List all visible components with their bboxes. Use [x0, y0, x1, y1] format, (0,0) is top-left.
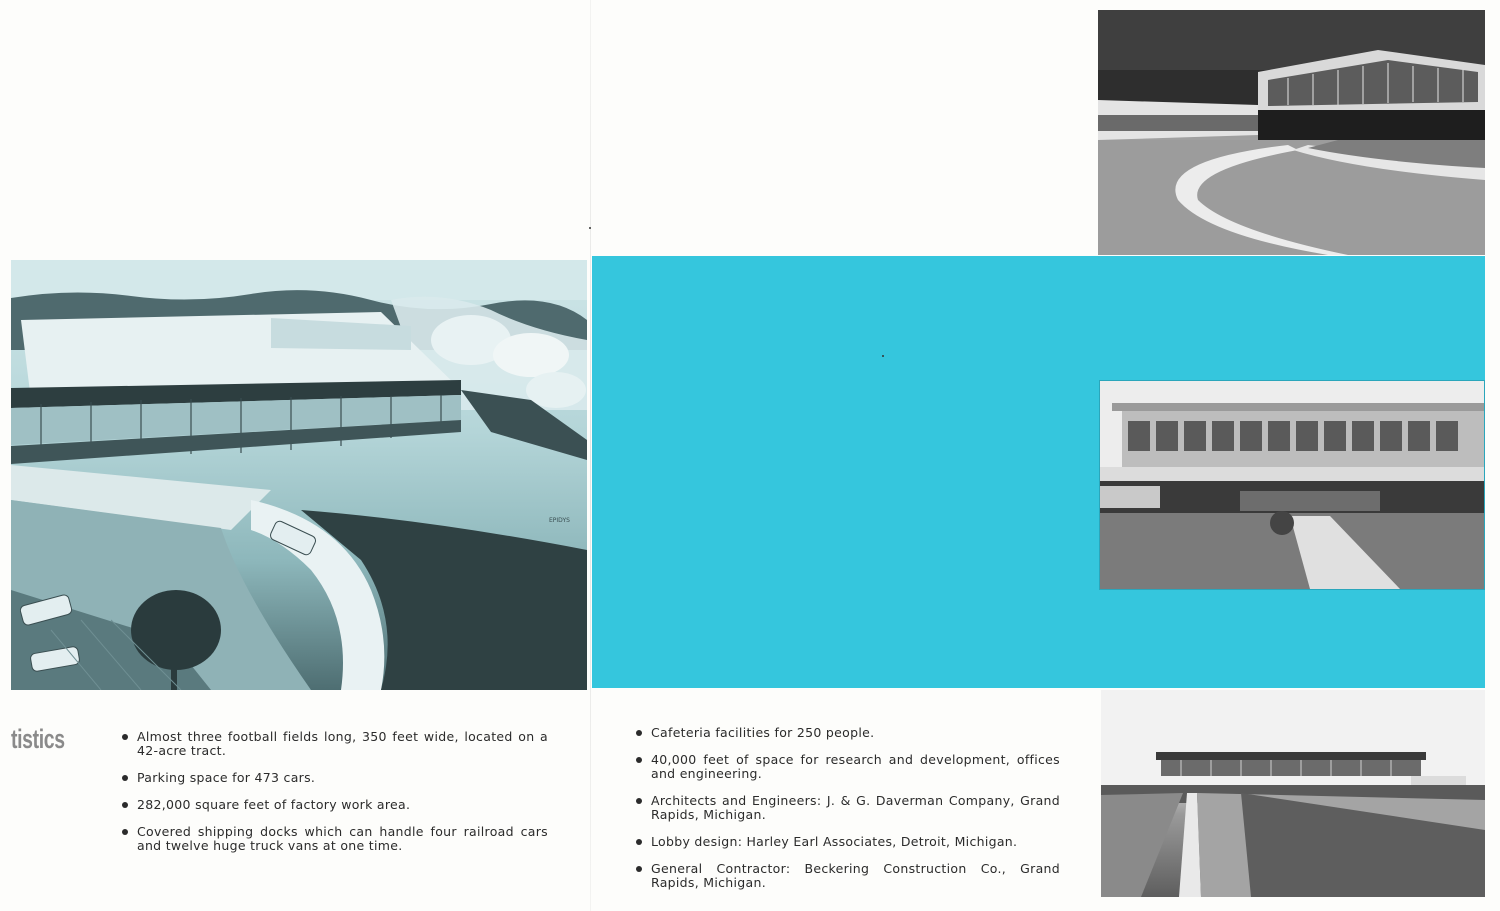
- building-photo-middle: [1099, 380, 1485, 590]
- list-item: 282,000 square feet of factory work area.: [120, 798, 548, 812]
- left-bullet-list: [120, 730, 548, 866]
- list-item: Almost three football fields long, 350 feet wide, located on a 42-acre tract.: [120, 730, 548, 758]
- rendering-signature: EPIDYS: [549, 517, 570, 524]
- list-item: Covered shipping docks which can handle four railroad cars and twelve huge truck vans at one time.: [120, 825, 548, 853]
- right-bullet-list: [634, 726, 1060, 903]
- page-fold: [590, 0, 591, 911]
- building-photo-top: [1098, 10, 1485, 255]
- list-item: General Contractor: Beckering Construction Co., Grand Rapids, Michigan.: [634, 862, 1060, 890]
- list-item: Architects and Engineers: J. & G. Daverman Company, Grand Rapids, Michigan.: [634, 794, 1060, 822]
- print-speck: [882, 355, 884, 357]
- building-rendering-image: [11, 260, 587, 690]
- section-heading-fragment: tistics: [11, 724, 65, 754]
- print-speck: [589, 227, 591, 229]
- building-photo-bottom: [1101, 690, 1485, 897]
- list-item: Parking space for 473 cars.: [120, 771, 548, 785]
- list-item: Cafeteria facilities for 250 people.: [634, 726, 1060, 740]
- list-item: Lobby design: Harley Earl Associates, Detroit, Michigan.: [634, 835, 1060, 849]
- list-item: 40,000 feet of space for research and development, offices and engineering.: [634, 753, 1060, 781]
